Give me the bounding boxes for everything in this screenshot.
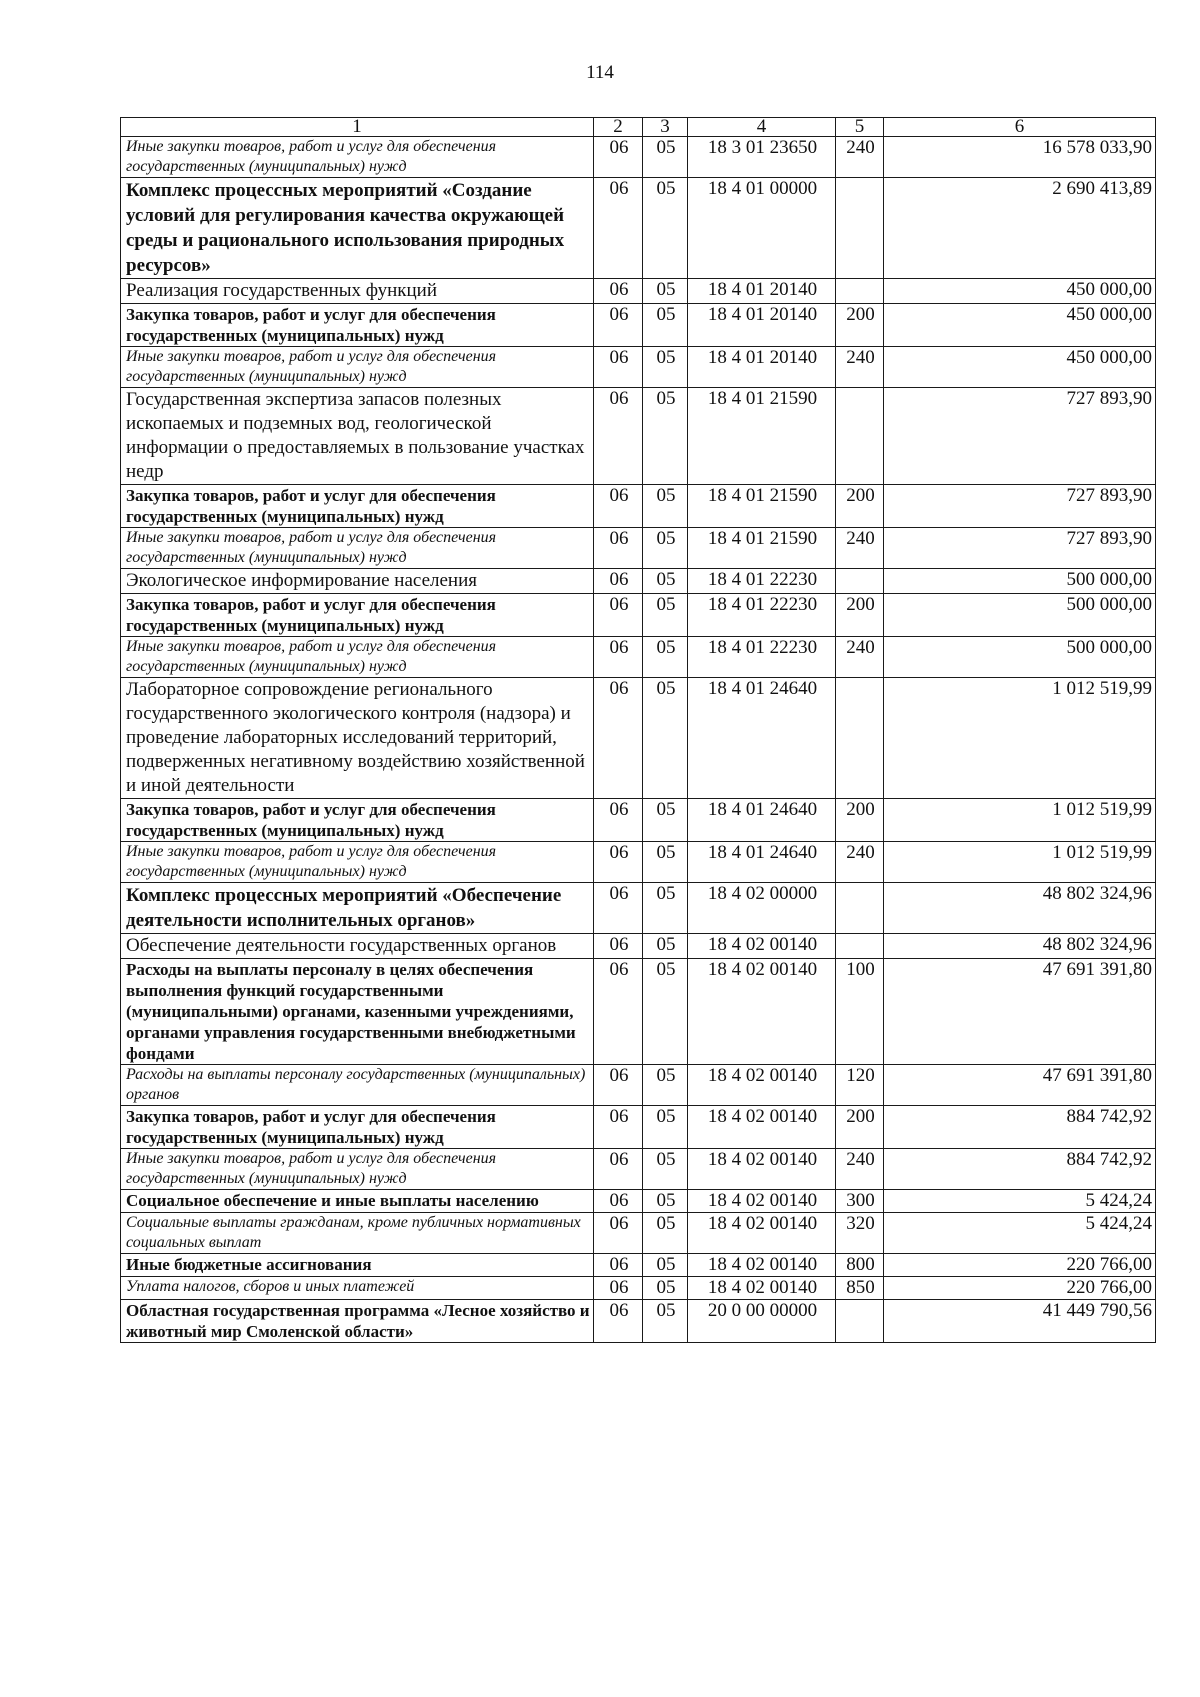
table-row [121, 528, 1156, 569]
table-row [121, 842, 1156, 883]
row-expense-type-cell [836, 388, 884, 485]
table-row [121, 137, 1156, 178]
row-subsection-cell: 05 [643, 934, 688, 959]
row-amount-cell: 500 000,00 [884, 594, 1156, 637]
row-amount-cell: 500 000,00 [884, 637, 1156, 678]
row-subsection-cell: 05 [643, 1277, 688, 1300]
row-amount-cell: 5 424,24 [884, 1190, 1156, 1213]
row-amount-cell: 450 000,00 [884, 304, 1156, 347]
row-name-cell: Закупка товаров, работ и услуг для обеспечения государственных (муниципальных) нужд [121, 594, 594, 637]
table-row [121, 959, 1156, 1065]
row-amount-cell: 16 578 033,90 [884, 137, 1156, 178]
row-amount-cell: 884 742,92 [884, 1149, 1156, 1190]
row-expense-type-cell: 200 [836, 799, 884, 842]
table-row [121, 347, 1156, 388]
row-name-cell: Расходы на выплаты персоналу в целях обеспечения выполнения функций государственными (муниципальными) органами, казенными учреждениями, органами управления государственными внебюджетными фондами [121, 959, 594, 1065]
row-expense-type-cell: 240 [836, 637, 884, 678]
row-section-cell: 06 [594, 137, 643, 178]
row-subsection-cell: 05 [643, 678, 688, 799]
row-section-cell: 06 [594, 1149, 643, 1190]
row-amount-cell: 220 766,00 [884, 1277, 1156, 1300]
table-row [121, 1065, 1156, 1106]
row-expense-type-cell: 200 [836, 594, 884, 637]
row-name-cell: Социальное обеспечение и иные выплаты населению [121, 1190, 594, 1213]
table-row [121, 1213, 1156, 1254]
row-section-cell: 06 [594, 678, 643, 799]
row-subsection-cell: 05 [643, 842, 688, 883]
row-expense-type-cell: 200 [836, 485, 884, 528]
row-expense-type-cell: 120 [836, 1065, 884, 1106]
row-target-article-cell: 18 4 01 21590 [688, 528, 836, 569]
row-subsection-cell: 05 [643, 637, 688, 678]
row-subsection-cell: 05 [643, 594, 688, 637]
table-row [121, 1190, 1156, 1213]
header-cell: 2 [594, 118, 643, 137]
row-name-cell: Уплата налогов, сборов и иных платежей [121, 1277, 594, 1300]
row-amount-cell: 450 000,00 [884, 279, 1156, 304]
row-name-cell: Комплекс процессных мероприятий «Обеспечение деятельности исполнительных органов» [121, 883, 594, 934]
row-target-article-cell: 18 4 01 22230 [688, 594, 836, 637]
row-target-article-cell: 18 4 01 20140 [688, 279, 836, 304]
table-row [121, 594, 1156, 637]
row-expense-type-cell [836, 178, 884, 279]
row-name-cell: Областная государственная программа «Лесное хозяйство и животный мир Смоленской области» [121, 1300, 594, 1343]
row-subsection-cell: 05 [643, 799, 688, 842]
row-amount-cell: 1 012 519,99 [884, 678, 1156, 799]
row-section-cell: 06 [594, 842, 643, 883]
table-row [121, 1277, 1156, 1300]
header-cell: 3 [643, 118, 688, 137]
table-row [121, 485, 1156, 528]
table-row [121, 304, 1156, 347]
row-name-cell: Закупка товаров, работ и услуг для обеспечения государственных (муниципальных) нужд [121, 799, 594, 842]
row-target-article-cell: 20 0 00 00000 [688, 1300, 836, 1343]
row-name-cell: Иные бюджетные ассигнования [121, 1254, 594, 1277]
row-section-cell: 06 [594, 594, 643, 637]
row-section-cell: 06 [594, 1277, 643, 1300]
row-name-cell: Иные закупки товаров, работ и услуг для обеспечения государственных (муниципальных) нужд [121, 637, 594, 678]
table-row [121, 934, 1156, 959]
row-target-article-cell: 18 4 02 00000 [688, 883, 836, 934]
row-section-cell: 06 [594, 178, 643, 279]
row-expense-type-cell: 240 [836, 347, 884, 388]
row-expense-type-cell: 300 [836, 1190, 884, 1213]
row-expense-type-cell [836, 279, 884, 304]
row-expense-type-cell [836, 883, 884, 934]
table-row [121, 1300, 1156, 1343]
row-target-article-cell: 18 4 02 00140 [688, 1065, 836, 1106]
row-expense-type-cell: 320 [836, 1213, 884, 1254]
row-target-article-cell: 18 4 02 00140 [688, 1213, 836, 1254]
row-subsection-cell: 05 [643, 485, 688, 528]
row-subsection-cell: 05 [643, 1106, 688, 1149]
row-name-cell: Закупка товаров, работ и услуг для обеспечения государственных (муниципальных) нужд [121, 304, 594, 347]
row-name-cell: Иные закупки товаров, работ и услуг для обеспечения государственных (муниципальных) нужд [121, 347, 594, 388]
row-subsection-cell: 05 [643, 959, 688, 1065]
table-row [121, 1149, 1156, 1190]
row-name-cell: Расходы на выплаты персоналу государственных (муниципальных) органов [121, 1065, 594, 1106]
row-name-cell: Иные закупки товаров, работ и услуг для обеспечения государственных (муниципальных) нужд [121, 528, 594, 569]
row-section-cell: 06 [594, 1300, 643, 1343]
row-expense-type-cell [836, 678, 884, 799]
row-section-cell: 06 [594, 1190, 643, 1213]
row-subsection-cell: 05 [643, 528, 688, 569]
row-name-cell: Социальные выплаты гражданам, кроме публичных нормативных социальных выплат [121, 1213, 594, 1254]
row-amount-cell: 727 893,90 [884, 388, 1156, 485]
row-name-cell: Иные закупки товаров, работ и услуг для обеспечения государственных (муниципальных) нужд [121, 842, 594, 883]
row-section-cell: 06 [594, 1106, 643, 1149]
row-target-article-cell: 18 4 01 24640 [688, 799, 836, 842]
row-expense-type-cell [836, 1300, 884, 1343]
row-amount-cell: 450 000,00 [884, 347, 1156, 388]
row-section-cell: 06 [594, 1065, 643, 1106]
header-cell: 6 [884, 118, 1156, 137]
header-cell: 4 [688, 118, 836, 137]
page-number: 114 [586, 62, 614, 83]
table-row [121, 279, 1156, 304]
row-amount-cell: 727 893,90 [884, 485, 1156, 528]
row-section-cell: 06 [594, 934, 643, 959]
row-expense-type-cell: 850 [836, 1277, 884, 1300]
row-subsection-cell: 05 [643, 1065, 688, 1106]
row-amount-cell: 5 424,24 [884, 1213, 1156, 1254]
row-subsection-cell: 05 [643, 569, 688, 594]
row-subsection-cell: 05 [643, 137, 688, 178]
row-amount-cell: 41 449 790,56 [884, 1300, 1156, 1343]
table-row [121, 569, 1156, 594]
row-name-cell: Закупка товаров, работ и услуг для обеспечения государственных (муниципальных) нужд [121, 1106, 594, 1149]
row-amount-cell: 48 802 324,96 [884, 934, 1156, 959]
header-cell: 5 [836, 118, 884, 137]
table-row [121, 799, 1156, 842]
row-section-cell: 06 [594, 1254, 643, 1277]
row-amount-cell: 220 766,00 [884, 1254, 1156, 1277]
row-section-cell: 06 [594, 883, 643, 934]
row-expense-type-cell: 200 [836, 1106, 884, 1149]
table-body [121, 137, 1156, 1343]
row-subsection-cell: 05 [643, 1213, 688, 1254]
row-expense-type-cell: 200 [836, 304, 884, 347]
row-subsection-cell: 05 [643, 1190, 688, 1213]
row-section-cell: 06 [594, 279, 643, 304]
row-section-cell: 06 [594, 1213, 643, 1254]
row-target-article-cell: 18 4 01 24640 [688, 678, 836, 799]
row-expense-type-cell [836, 934, 884, 959]
table-row [121, 388, 1156, 485]
row-target-article-cell: 18 4 02 00140 [688, 959, 836, 1065]
row-subsection-cell: 05 [643, 883, 688, 934]
row-subsection-cell: 05 [643, 1300, 688, 1343]
budget-table [120, 117, 1156, 1343]
row-name-cell: Лабораторное сопровождение регионального государственного экологического контроля (надзора) и проведение лабораторных исследований территорий, подверженных негативному воздействию хозяйственной и иной деятельности [121, 678, 594, 799]
row-target-article-cell: 18 4 01 21590 [688, 388, 836, 485]
table-row [121, 1254, 1156, 1277]
row-name-cell: Реализация государственных функций [121, 279, 594, 304]
row-subsection-cell: 05 [643, 347, 688, 388]
row-expense-type-cell [836, 569, 884, 594]
row-section-cell: 06 [594, 799, 643, 842]
row-name-cell: Закупка товаров, работ и услуг для обеспечения государственных (муниципальных) нужд [121, 485, 594, 528]
row-amount-cell: 500 000,00 [884, 569, 1156, 594]
row-section-cell: 06 [594, 637, 643, 678]
row-section-cell: 06 [594, 569, 643, 594]
row-amount-cell: 1 012 519,99 [884, 799, 1156, 842]
table-row [121, 883, 1156, 934]
row-expense-type-cell: 800 [836, 1254, 884, 1277]
row-section-cell: 06 [594, 959, 643, 1065]
table-header-row [121, 118, 1156, 137]
row-target-article-cell: 18 4 01 22230 [688, 569, 836, 594]
row-amount-cell: 47 691 391,80 [884, 1065, 1156, 1106]
row-name-cell: Иные закупки товаров, работ и услуг для обеспечения государственных (муниципальных) нужд [121, 137, 594, 178]
row-target-article-cell: 18 4 01 00000 [688, 178, 836, 279]
row-subsection-cell: 05 [643, 1254, 688, 1277]
row-subsection-cell: 05 [643, 1149, 688, 1190]
row-expense-type-cell: 240 [836, 842, 884, 883]
table-row [121, 178, 1156, 279]
row-target-article-cell: 18 4 02 00140 [688, 1277, 836, 1300]
row-target-article-cell: 18 4 02 00140 [688, 934, 836, 959]
row-amount-cell: 48 802 324,96 [884, 883, 1156, 934]
row-target-article-cell: 18 4 02 00140 [688, 1254, 836, 1277]
row-amount-cell: 1 012 519,99 [884, 842, 1156, 883]
row-target-article-cell: 18 4 01 22230 [688, 637, 836, 678]
row-amount-cell: 884 742,92 [884, 1106, 1156, 1149]
row-target-article-cell: 18 4 02 00140 [688, 1149, 836, 1190]
row-subsection-cell: 05 [643, 178, 688, 279]
row-expense-type-cell: 240 [836, 137, 884, 178]
row-amount-cell: 47 691 391,80 [884, 959, 1156, 1065]
row-name-cell: Государственная экспертиза запасов полезных ископаемых и подземных вод, геологической информации о предоставляемых в пользование участках недр [121, 388, 594, 485]
row-target-article-cell: 18 4 01 24640 [688, 842, 836, 883]
row-subsection-cell: 05 [643, 279, 688, 304]
row-name-cell: Экологическое информирование населения [121, 569, 594, 594]
table-row [121, 1106, 1156, 1149]
row-section-cell: 06 [594, 528, 643, 569]
row-name-cell: Обеспечение деятельности государственных органов [121, 934, 594, 959]
row-expense-type-cell: 240 [836, 528, 884, 569]
row-target-article-cell: 18 4 01 20140 [688, 347, 836, 388]
row-amount-cell: 727 893,90 [884, 528, 1156, 569]
row-target-article-cell: 18 4 02 00140 [688, 1190, 836, 1213]
table-row [121, 637, 1156, 678]
row-name-cell: Иные закупки товаров, работ и услуг для обеспечения государственных (муниципальных) нужд [121, 1149, 594, 1190]
row-target-article-cell: 18 4 01 20140 [688, 304, 836, 347]
row-expense-type-cell: 240 [836, 1149, 884, 1190]
row-section-cell: 06 [594, 347, 643, 388]
row-section-cell: 06 [594, 388, 643, 485]
table-row [121, 678, 1156, 799]
row-target-article-cell: 18 4 02 00140 [688, 1106, 836, 1149]
row-expense-type-cell: 100 [836, 959, 884, 1065]
row-target-article-cell: 18 3 01 23650 [688, 137, 836, 178]
row-target-article-cell: 18 4 01 21590 [688, 485, 836, 528]
row-name-cell: Комплекс процессных мероприятий «Создание условий для регулирования качества окружающей среды и рационального использования природных ресурсов» [121, 178, 594, 279]
row-subsection-cell: 05 [643, 304, 688, 347]
row-section-cell: 06 [594, 485, 643, 528]
row-subsection-cell: 05 [643, 388, 688, 485]
row-amount-cell: 2 690 413,89 [884, 178, 1156, 279]
header-cell: 1 [121, 118, 594, 137]
row-section-cell: 06 [594, 304, 643, 347]
